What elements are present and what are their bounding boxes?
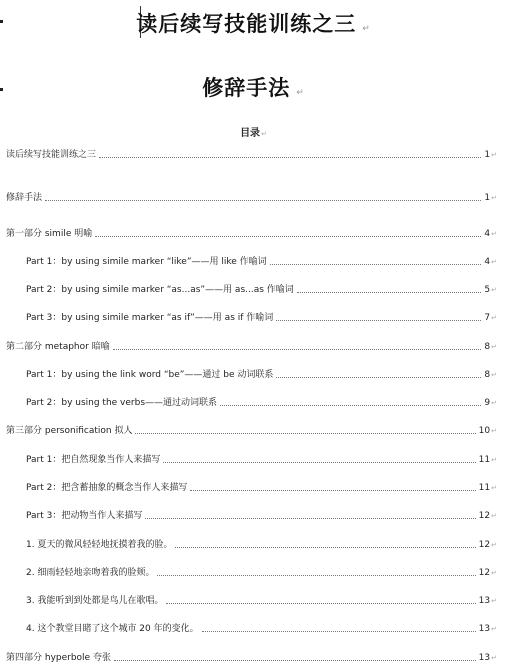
paragraph-mark-icon: ↵ — [261, 130, 267, 138]
paragraph-mark-icon: ↵ — [491, 654, 497, 662]
toc-entry-text: 修辞手法 — [6, 193, 43, 203]
toc-entry-text: Part 2：by using simile marker “as...as”——用 as...as 作喻词 — [26, 285, 294, 295]
toc-entry-text: Part 2：把含蓄抽象的概念当作人来描写 — [26, 483, 188, 493]
toc-page-number: 8 — [484, 370, 491, 380]
toc-page-number: 10 — [478, 426, 491, 436]
paragraph-mark-icon: ↵ — [491, 569, 497, 577]
paragraph-mark-icon: ↵ — [491, 484, 497, 492]
toc-page-number: 8 — [484, 342, 491, 352]
paragraph-mark-icon: ↵ — [362, 24, 371, 34]
toc-page-number: 12 — [478, 540, 491, 550]
toc-dot-leader — [45, 199, 481, 201]
toc-page-number: 13 — [478, 596, 491, 606]
toc-page-number: 7 — [484, 313, 491, 323]
toc-dot-leader — [145, 517, 475, 519]
toc-page-number: 1 — [484, 150, 491, 160]
paragraph-mark-icon: ↵ — [491, 343, 497, 351]
toc-dot-leader — [220, 404, 481, 406]
toc-dot-leader — [175, 546, 475, 548]
toc-page-number: 12 — [478, 568, 491, 578]
paragraph-mark-icon: ↵ — [491, 286, 497, 294]
toc-entry[interactable] — [26, 593, 497, 607]
toc-page-number: 5 — [484, 285, 491, 295]
paragraph-mark-icon: ↵ — [491, 625, 497, 633]
toc-page-number: 11 — [478, 483, 491, 493]
document-subtitle-text: 修辞手法 — [202, 76, 291, 100]
paragraph-mark-icon: ↵ — [491, 230, 497, 238]
toc-entry[interactable] — [6, 190, 497, 204]
toc-entry[interactable] — [26, 254, 497, 268]
toc-entry[interactable] — [26, 367, 497, 381]
toc-dot-leader — [276, 319, 481, 321]
toc-dot-leader — [190, 489, 475, 491]
document-title-text: 读后续写技能训练之三 — [136, 12, 357, 36]
toc-page-number: 12 — [478, 511, 491, 521]
toc-entry[interactable] — [6, 226, 497, 240]
toc-dot-leader — [113, 348, 482, 350]
toc-dot-leader — [99, 156, 481, 158]
toc-entry-text: Part 1：by using simile marker “like”——用 like 作喻词 — [26, 257, 267, 267]
paragraph-mark-icon: ↵ — [491, 371, 497, 379]
paragraph-mark-icon: ↵ — [491, 427, 497, 435]
paragraph-mark-icon: ↵ — [296, 88, 305, 98]
toc-dot-leader — [157, 574, 475, 576]
paragraph-mark-icon: ↵ — [491, 314, 497, 322]
toc-entry[interactable] — [26, 480, 497, 494]
toc-entry-text: 第一部分 simile 明喻 — [6, 229, 93, 239]
toc-dot-leader — [114, 659, 476, 661]
toc-entry[interactable] — [26, 537, 497, 551]
toc-entry-text: 1. 夏天的微风轻轻地抚摸着我的脸。 — [26, 540, 173, 550]
toc-entry-text: 4. 这个教堂目睹了这个城市 20 年的变化。 — [26, 624, 199, 634]
toc-entry-text: 第四部分 hyperbole 夸张 — [6, 653, 111, 663]
toc-entry[interactable] — [26, 452, 497, 466]
toc-page-number: 13 — [478, 624, 491, 634]
paragraph-mark-icon: ↵ — [491, 258, 497, 266]
paragraph-mark-icon: ↵ — [491, 541, 497, 549]
toc-entry[interactable] — [26, 508, 497, 522]
toc-entry-text: Part 1：by using the link word “be”——通过 be 动词联系 — [26, 370, 274, 380]
paragraph-mark-icon: ↵ — [491, 456, 497, 464]
toc-entry-text: Part 3：把动物当作人来描写 — [26, 511, 143, 521]
document-title — [0, 8, 507, 38]
toc-entry[interactable] — [6, 650, 497, 664]
toc-page-number: 4 — [484, 257, 491, 267]
toc-entry[interactable] — [6, 147, 497, 161]
toc-entry-text: 读后续写技能训练之三 — [6, 150, 97, 160]
toc-page-number: 1 — [484, 193, 491, 203]
toc-dot-leader — [276, 376, 481, 378]
toc-page-number: 9 — [484, 398, 491, 408]
toc-dot-leader — [202, 630, 476, 632]
toc-dot-leader — [95, 235, 481, 237]
toc-dot-leader — [163, 461, 475, 463]
toc-dot-leader — [166, 602, 475, 604]
toc-entry-text: Part 3：by using simile marker “as if”——用 as if 作喻词 — [26, 313, 274, 323]
paragraph-mark-icon: ↵ — [491, 194, 497, 202]
toc-page-number: 4 — [484, 229, 491, 239]
toc-page-number: 11 — [478, 455, 491, 465]
toc-dot-leader — [135, 432, 475, 434]
toc-entry-text: 2. 细雨轻轻地亲吻着我的脸颊。 — [26, 568, 155, 578]
toc-entry[interactable] — [6, 423, 497, 437]
paragraph-mark-icon: ↵ — [491, 151, 497, 159]
toc-entry[interactable] — [26, 395, 497, 409]
toc-heading-text: 目录 — [240, 128, 261, 139]
toc-entry[interactable] — [26, 621, 497, 635]
toc-dot-leader — [270, 263, 482, 265]
toc-entry-text: Part 2：by using the verbs——通过动词联系 — [26, 398, 218, 408]
document-subtitle — [0, 72, 507, 102]
toc-heading — [0, 124, 507, 139]
toc-entry[interactable] — [6, 339, 497, 353]
paragraph-mark-icon: ↵ — [491, 399, 497, 407]
toc-entry[interactable] — [26, 282, 497, 296]
toc-page-number: 13 — [478, 653, 491, 663]
toc-entry-text: 3. 我能听到到处都是鸟儿在歌唱。 — [26, 596, 164, 606]
toc-entry[interactable] — [26, 565, 497, 579]
paragraph-mark-icon: ↵ — [491, 512, 497, 520]
toc-entry-text: Part 1：把自然现象当作人来描写 — [26, 455, 161, 465]
toc-entry[interactable] — [26, 310, 497, 324]
toc-dot-leader — [297, 291, 482, 293]
paragraph-mark-icon: ↵ — [491, 597, 497, 605]
toc-entry-text: 第三部分 personification 拟人 — [6, 426, 133, 436]
toc-entry-text: 第二部分 metaphor 暗喻 — [6, 342, 110, 352]
